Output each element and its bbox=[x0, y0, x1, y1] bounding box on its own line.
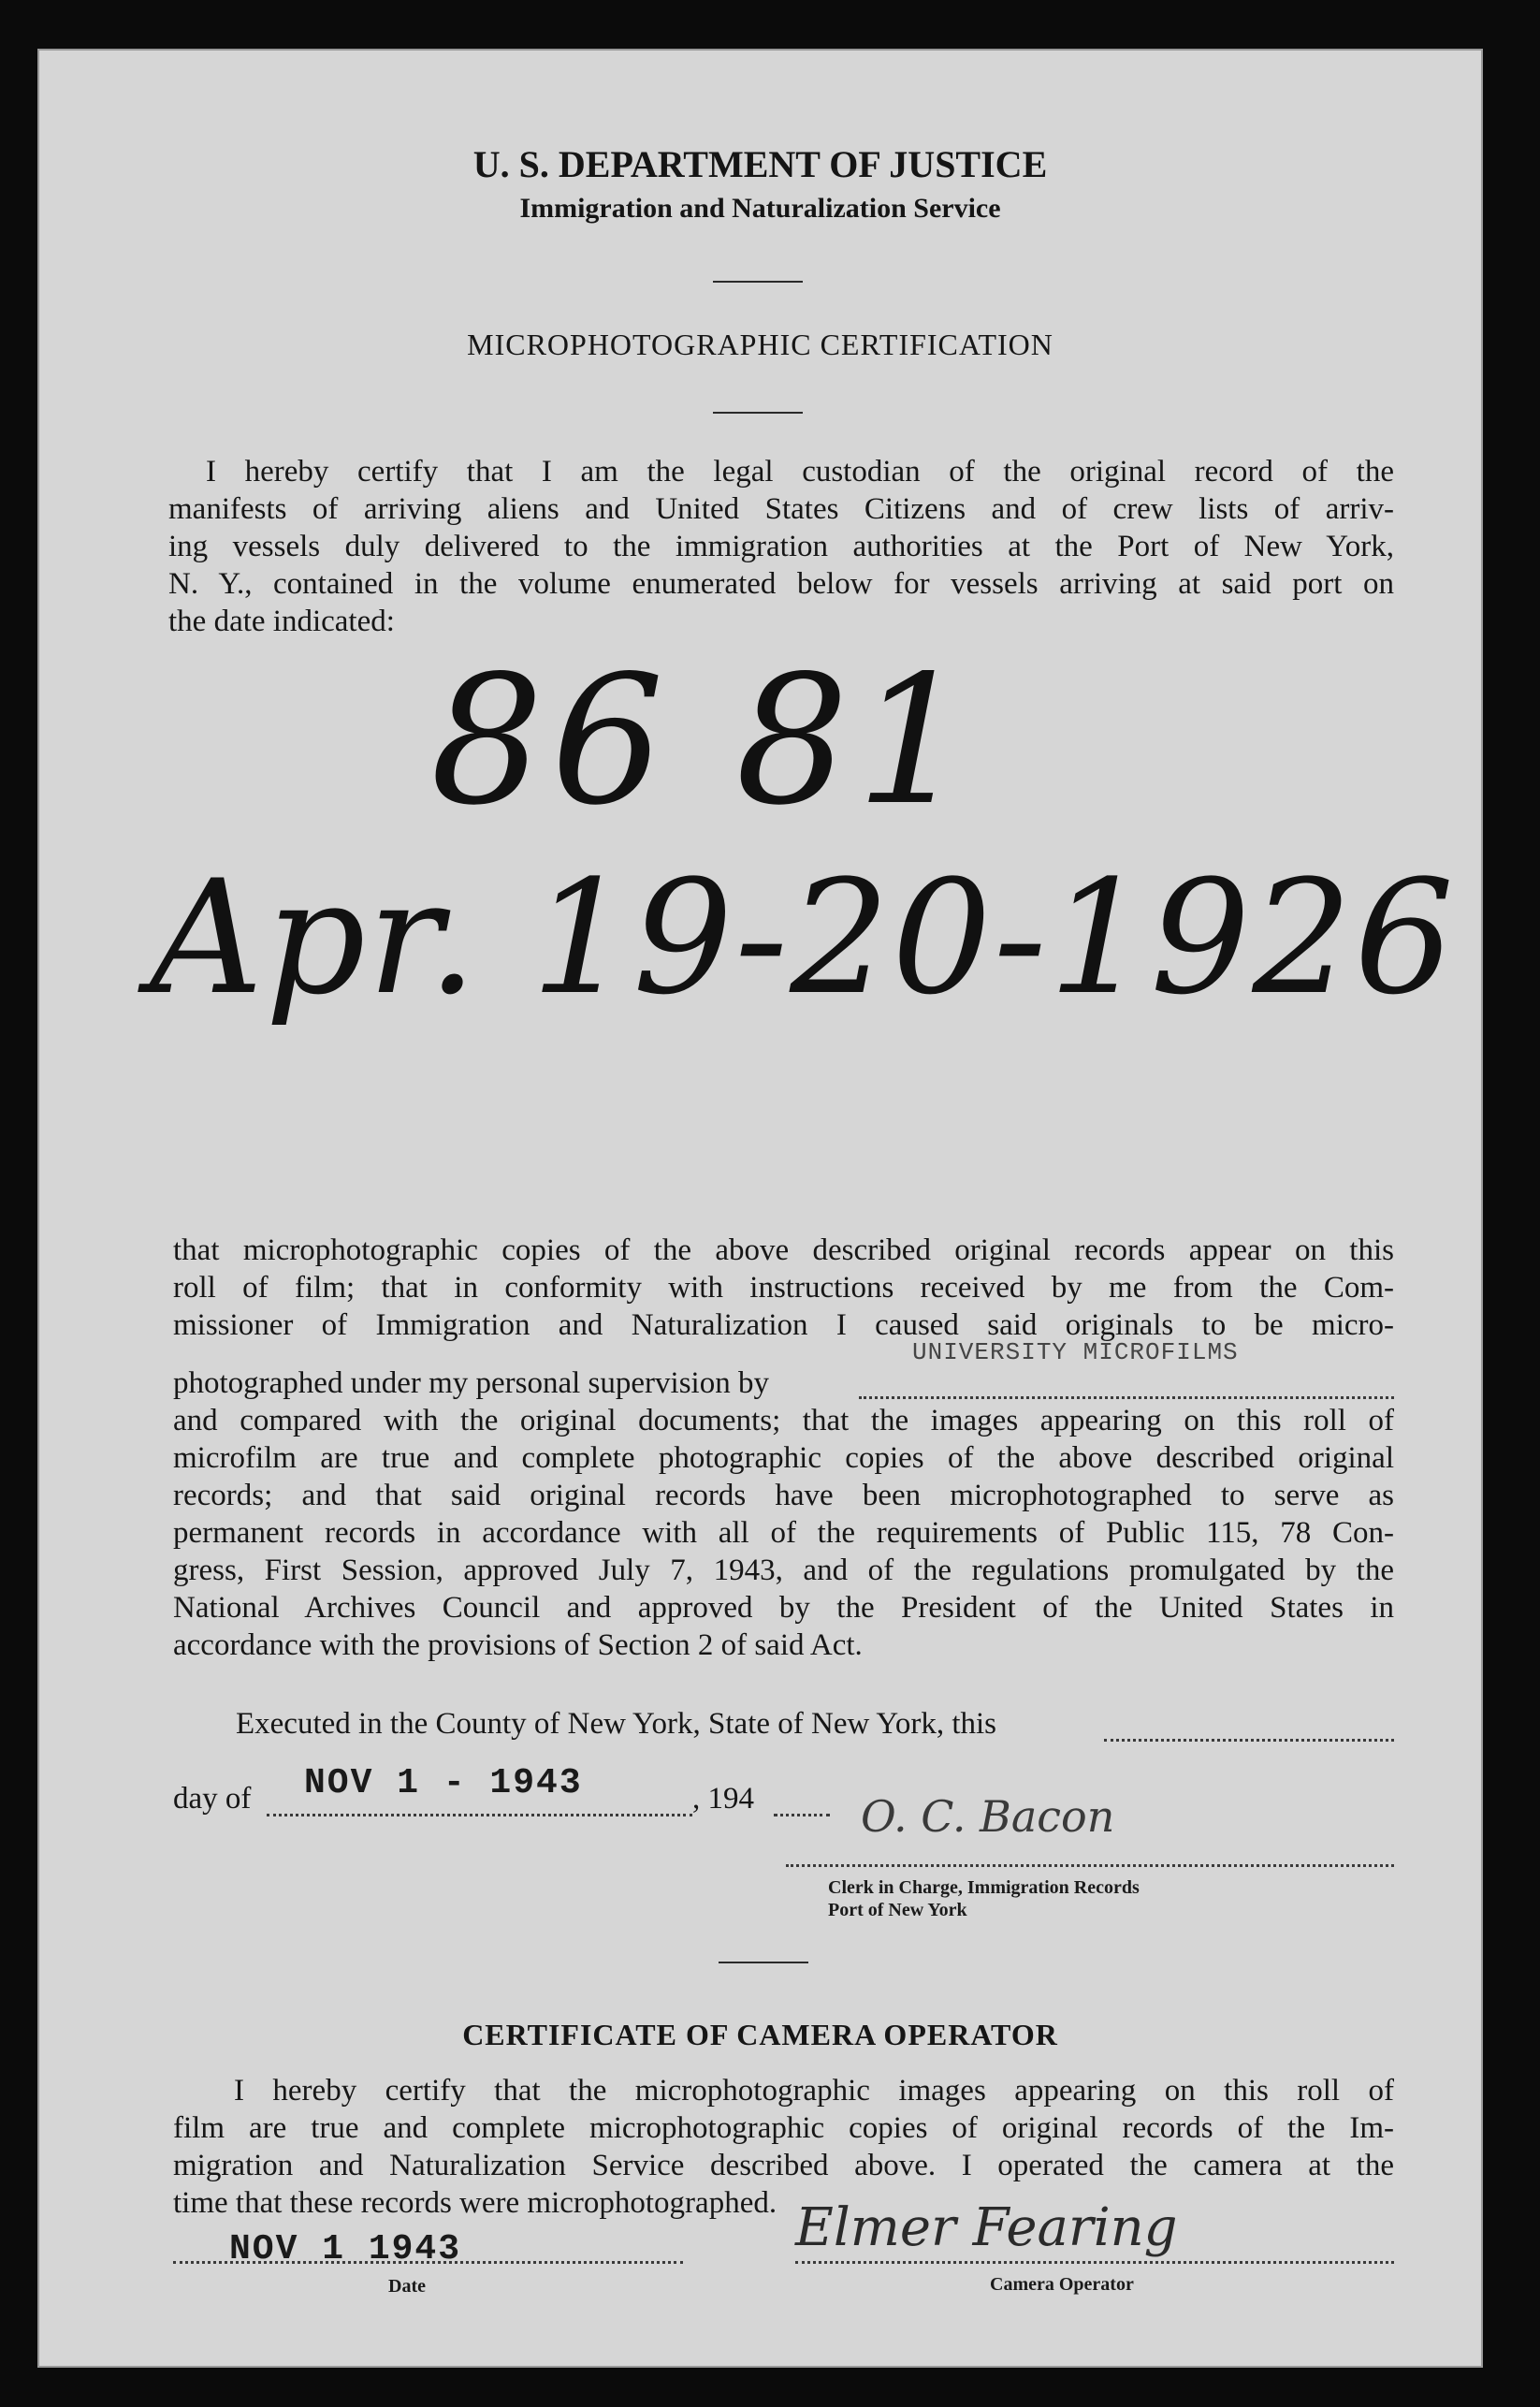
executed-dotted-line bbox=[1104, 1739, 1394, 1742]
body-line: gress, First Session, approved July 7, 1943, and of the regulations promulgated by the bbox=[173, 1554, 1394, 1587]
divider-rule bbox=[719, 1962, 808, 1963]
divider-rule bbox=[713, 281, 803, 283]
body-line: permanent records in accordance with all of the requirements of Public 115, 78 Con- bbox=[173, 1516, 1394, 1550]
executed-line: Executed in the County of New York, State of New York, this bbox=[236, 1707, 997, 1741]
body-line: roll of film; that in conformity with instructions received by me from the Com- bbox=[173, 1271, 1394, 1305]
body-line: that microphotographic copies of the above described original records appear on this bbox=[173, 1233, 1394, 1267]
body-line: accordance with the provisions of Section 2 of said Act. bbox=[173, 1628, 863, 1662]
supervisor-dotted-line bbox=[859, 1396, 1394, 1399]
date-label: Date bbox=[388, 2276, 426, 2297]
camera-line: migration and Naturalization Service described above. I operated the camera at the bbox=[173, 2149, 1394, 2182]
body-line: records; and that said original records have been microphotographed to serve as bbox=[173, 1479, 1394, 1512]
certification-title: MICROPHOTOGRAPHIC CERTIFICATION bbox=[467, 328, 1053, 361]
day-of-label: day of bbox=[173, 1782, 252, 1816]
service-subheading: Immigration and Naturalization Service bbox=[519, 193, 1001, 224]
camera-line: I hereby certify that the microphotographic images appearing on this roll of bbox=[234, 2074, 1394, 2108]
camera-line: time that these records were microphotographed. bbox=[173, 2186, 777, 2220]
divider-rule bbox=[713, 412, 803, 414]
intro-line: I hereby certify that I am the legal custodian of the original record of the bbox=[206, 455, 1394, 489]
handwritten-volume-number: 86 81 bbox=[430, 637, 977, 844]
operator-label: Camera Operator bbox=[990, 2274, 1134, 2295]
intro-line: N. Y., contained in the volume enumerated below for vessels arriving at said port on bbox=[168, 567, 1394, 601]
intro-line: the date indicated: bbox=[168, 605, 395, 638]
clerk-signature-line bbox=[786, 1864, 1394, 1867]
body-line: photographed under my personal supervision by bbox=[173, 1366, 769, 1400]
body-line: missioner of Immigration and Naturalization I caused said originals to be micro- bbox=[173, 1308, 1394, 1342]
clerk-signature: O. C. Bacon bbox=[861, 1791, 1115, 1842]
camera-line: film are true and complete microphotographic copies of original records of the Im- bbox=[173, 2111, 1394, 2145]
day-dotted-line bbox=[267, 1814, 692, 1816]
body-line: National Archives Council and approved by the President of the United States in bbox=[173, 1591, 1394, 1625]
camera-date-stamp: NOV 1 1943 bbox=[229, 2229, 462, 2269]
intro-line: manifests of arriving aliens and United States Citizens and of crew lists of arriv- bbox=[168, 492, 1394, 526]
clerk-title: Clerk in Charge, Immigration Records bbox=[828, 1877, 1140, 1898]
operator-signature-line bbox=[795, 2261, 1394, 2264]
executed-date-stamp: NOV 1 - 1943 bbox=[304, 1763, 583, 1803]
clerk-office: Port of New York bbox=[828, 1900, 967, 1920]
department-heading: U. S. DEPARTMENT OF JUSTICE bbox=[472, 143, 1048, 185]
certificate-page bbox=[37, 49, 1483, 2368]
body-line: and compared with the original documents; that the images appearing on this roll of bbox=[173, 1404, 1394, 1437]
body-line: microfilm are true and complete photographic copies of the above described original bbox=[173, 1441, 1394, 1475]
operator-signature: Elmer Fearing bbox=[795, 2197, 1178, 2258]
camera-certificate-heading: CERTIFICATE OF CAMERA OPERATOR bbox=[462, 2018, 1058, 2051]
intro-line: ing vessels duly delivered to the immigration authorities at the Port of New York, bbox=[168, 530, 1394, 563]
typed-company-name: UNIVERSITY MICROFILMS bbox=[912, 1338, 1239, 1366]
year-dotted-line bbox=[774, 1814, 830, 1816]
year-prefix: , 194 bbox=[692, 1782, 754, 1816]
handwritten-dates: Apr. 19-20-1926 bbox=[150, 846, 1457, 1029]
